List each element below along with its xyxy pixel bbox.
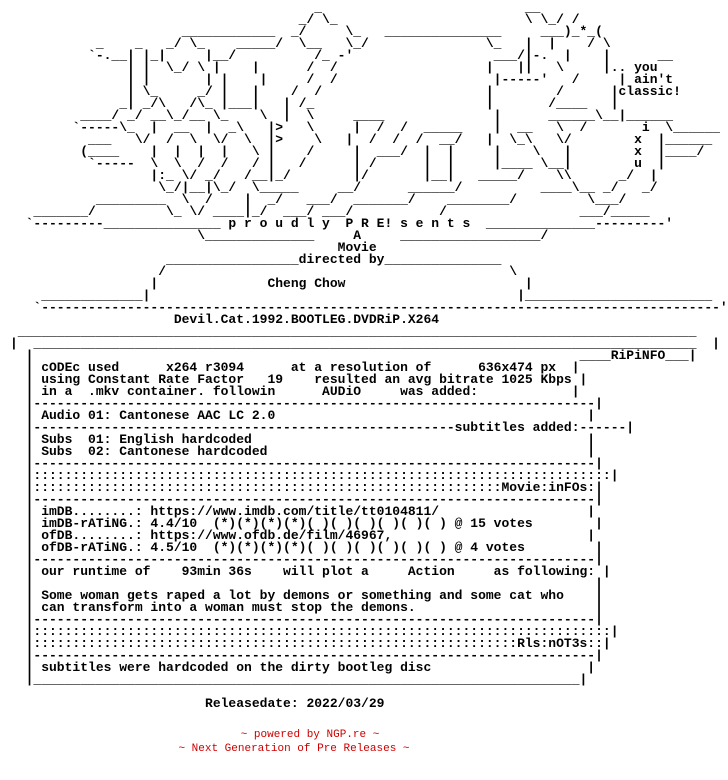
nfo-line: |::::::::::::::::::::::::::::::::::::::::::::::::::::::::::::::::::::::::::| <box>10 624 619 639</box>
nfo-line: |------------------------------------------------------------------------| <box>10 396 603 411</box>
nfo-line: | subtitles were hardcoded on the dirty bootleg disc | <box>10 660 596 675</box>
nfo-line: \______________ A __________________/ <box>10 228 549 243</box>
nfo-line: ____/ _/ __\_/__ \_ \ | \ ____ | ______\__|______ <box>10 108 674 123</box>
nfo-line: _______________________________________________________________________________________ <box>10 324 697 339</box>
nfo-line: |------------------------------------------------------subtitles added:------| <box>10 420 635 435</box>
nfo-line: Devil.Cat.1992.BOOTLEG.DVDRiP.X264 <box>10 312 440 327</box>
nfo-line: `---------_______________ p r o u d l y P R E! s e n t s ______________---------' <box>10 216 674 231</box>
nfo-line: | \_ _/ | | / / | / |classic! <box>10 84 681 99</box>
nfo-line: |:_ \/ _/ /__|_/ |/ |__| _____/ \\ _/ | <box>10 168 658 183</box>
nfo-line: | imDB-rATiNG.: 4.4/10 (*)(*)(*)(*)( )( )( )( )( )( ) @ 15 votes | <box>10 516 603 531</box>
nfo-line: | Some woman gets raped a lot by demons or something and some cat who | <box>10 588 603 603</box>
nfo-line: ____________ _/ \_ _______________ ___)_*_( <box>10 24 603 39</box>
nfo-line: |::::::::::::::::::::::::::::::::::::::::::::::::::::::::::::Movie:inFOs:| <box>10 480 603 495</box>
nfo-line: | using Constant Rate Factor 19 resulted an avg bitrate 1025 Kbps | <box>10 372 588 387</box>
nfo-line: `---------------------------------------------------------------------------------------' <box>10 300 728 315</box>
nfo-line: | cODEc used x264 r3094 at a resolution of 636x474 px | <box>10 360 580 375</box>
nfo-line: |------------------------------------------------------------------------| <box>10 648 603 663</box>
nfo-line: / \ <box>10 264 518 279</box>
nfo-line: |------------------------------------------------------------------------| <box>10 612 603 627</box>
nfo-line: | Cheng Chow | <box>10 276 533 291</box>
nfo-line: _ _ _/ \_ _____/ \__ \_/ \_ | | / \ <box>10 36 611 51</box>
nfo-line: _____________| |________________________ <box>10 288 713 303</box>
nfo-line: |______________________________________________________________________| <box>10 672 588 687</box>
nfo-line: | | \_/ \ | | / / | || \ |.. you <box>10 60 658 75</box>
nfo-line: _ __ <box>10 0 541 15</box>
nfo-line: | our runtime of 93min 36s will plot a Action as following: | <box>10 564 611 579</box>
nfo-line: | ofDB-rATiNG.: 4.5/10 (*)(*)(*)(*)( )( )( )( )( )( ) @ 4 votes | <box>10 540 603 555</box>
nfo-line: | Subs 02: Cantonese hardcoded | <box>10 444 596 459</box>
nfo-line: \_/|__|\_/ \_____ __/ ______/ ____\__ _/ _/ <box>10 180 658 195</box>
nfo-line: |::::::::::::::::::::::::::::::::::::::::::::::::::::::::::::::::::::::::::| <box>10 468 619 483</box>
nfo-line: |::::::::::::::::::::::::::::::::::::::::::::::::::::::::::::::Rls:nOT3s::| <box>10 636 611 651</box>
nfo-line: `----- \ \ / / / | / | / | | |____ \__| u | <box>10 156 666 171</box>
nfo-line: | | | | | / / |-----' / | ain't <box>10 72 674 87</box>
nfo-line: | _____________________________________________________________________________________ | <box>10 336 720 351</box>
nfo-line: | ____RiPiNFO___| <box>10 348 697 363</box>
nfo-line: `-.__| |_| |__/ /_ -' ___/|-. | | __ <box>10 48 674 63</box>
nfo-ascii-art <box>10 2 728 710</box>
next-generation-footer: ~ Next Generation of Pre Releases ~ <box>178 743 410 755</box>
nfo-line: |------------------------------------------------------------------------| <box>10 552 603 567</box>
nfo-line: |------------------------------------------------------------------------| <box>10 492 603 507</box>
nfo-line: `-----\_ | __ | _\ |> \ | / / _____ | __ \ / i \______ <box>10 120 720 135</box>
nfo-line: _| _/\ /\_ |___| | /_ | /____ | <box>10 96 619 111</box>
nfo-line: |------------------------------------------------------------------------| <box>10 456 603 471</box>
nfo-line: | ofDB........: https://www.ofdb.de/film/46967, | <box>10 528 596 543</box>
nfo-line: | imDB........: https://www.imdb.com/title/tt0104811/ | <box>10 504 596 519</box>
nfo-line: _________ \ / | _/ ___/ _______/ ________/ \___/ <box>10 192 627 207</box>
nfo-line: | in a .mkv container. followin AUDiO was added: | <box>10 384 580 399</box>
nfo-line: Movie <box>10 240 377 255</box>
nfo-line: | Subs 01: English hardcoded | <box>10 432 596 447</box>
powered-by-footer: ~ powered by NGP.re ~ <box>240 729 380 741</box>
nfo-line: | can transform into a woman must stop the demons. | <box>10 600 603 615</box>
nfo-line: (____ | | | | \ | / | ___/ | | | \ | x |____/ <box>10 144 705 159</box>
nfo-line: Releasedate: 2022/03/29 <box>10 696 385 711</box>
nfo-line: _/ \_ \ \_/ / <box>10 12 580 27</box>
nfo-line: _______/ \_ \/ ____|_/ ___/ ___/ / ___/_____ <box>10 204 650 219</box>
nfo-line: ___ \/ / \ \/ \ |> \ | / / / __/ | \_\ \/ x |______ <box>10 132 713 147</box>
nfo-line: _________________directed by_______________ <box>10 252 502 267</box>
nfo-line: | Audio 01: Cantonese AAC LC 2.0 | <box>10 408 596 423</box>
nfo-line: | | <box>10 576 603 591</box>
